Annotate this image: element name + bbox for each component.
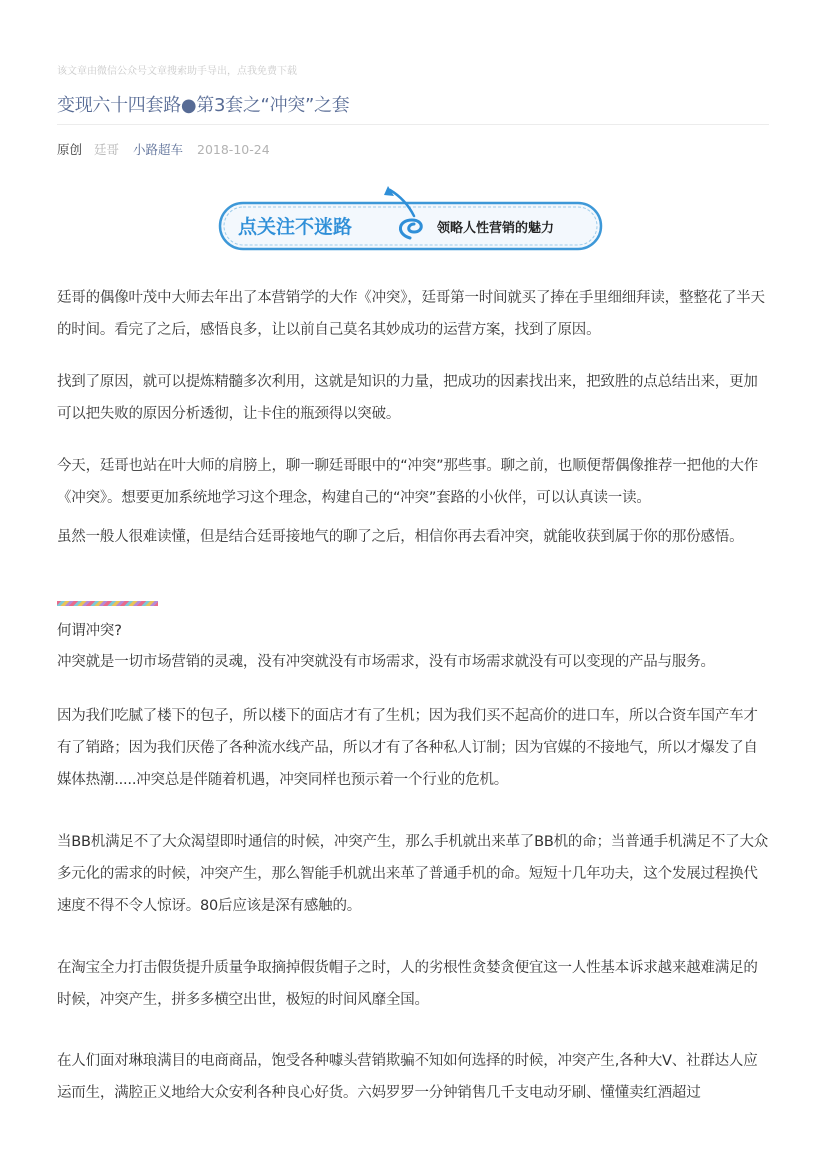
article-title: 变现六十四套路●第3套之“冲突”之套 [57, 95, 350, 116]
section-heading: 何谓冲突? [57, 623, 122, 639]
paragraph-1: 廷哥的偶像叶茂中大师去年出了本营销学的大作《冲突》，廷哥第一时间就买了捧在手里细细拜读，整整花了半天的时间。看完了之后，感悟良多，让以前自己莫名其妙成功的运营方案，找到了原因。 [57, 290, 765, 338]
paragraph-8: 在淘宝全力打击假货提升质量争取摘掉假货帽子之时，人的劣根性贪婪贪便宜这一人性基本诉求越来越难满足的时候，冲突产生，拼多多横空出世，极短的时间风靡全国。 [57, 960, 758, 1008]
paragraph-2: 找到了原因，就可以提炼精髓多次利用，这就是知识的力量，把成功的因素找出来，把致胜的点总结出来，更加可以把失败的原因分析透彻，让卡住的瓶颈得以突破。 [57, 374, 758, 422]
paragraph-9: 在人们面对琳琅满目的电商商品，饱受各种噱头营销欺骗不知如何选择的时候，冲突产生,各种大V、社群达人应运而生，满腔正义地给大众安利各种良心好货。六妈罗罗一分钟销售几千支电动牙刷、懂懂卖红酒超过 [57, 1053, 758, 1101]
paragraph-7: 当BB机满足不了大众渴望即时通信的时候，冲突产生，那么手机就出来革了BB机的命；当普通手机满足不了大众多元化的需求的时候，冲突产生，那么智能手机就出来革了普通手机的命。短短十几年功夫，这个发展过程换代速度不得不令人惊讶。80后应该是深有感触的。 [57, 834, 769, 914]
account-link[interactable]: 小路超车 [133, 142, 184, 157]
publish-date: 2018-10-24 [197, 142, 270, 157]
paragraph-3: 今天，廷哥也站在叶大师的肩膀上，聊一聊廷哥眼中的“冲突”那些事。聊之前，也顺便帮偶像推荐一把他的大作《冲突》。想要更加系统地学习这个理念，构建自己的“冲突”套路的小伙伴，可以认真读一读。 [57, 458, 759, 506]
follow-banner [218, 186, 603, 252]
paragraph-4: 虽然一般人很难读懂，但是结合廷哥接地气的聊了之后，相信你再去看冲突，就能收获到属于你的那份感悟。 [57, 529, 744, 545]
export-notice-link[interactable]: 该文章由微信公众号文章搜索助手导出，点我免费下载 [57, 66, 297, 77]
paragraph-5: 冲突就是一切市场营销的灵魂，没有冲突就没有市场需求，没有市场需求就没有可以变现的产品与服务。 [57, 654, 715, 670]
article-meta [57, 140, 278, 158]
original-tag: 原创 [57, 142, 83, 157]
banner-right-text: 领略人性营销的魅力 [437, 221, 555, 236]
author-name: 廷哥 [94, 142, 120, 157]
banner-left-text: 点关注不迷路 [238, 216, 353, 238]
section-divider [57, 601, 158, 606]
paragraph-6: 因为我们吃腻了楼下的包子，所以楼下的面店才有了生机；因为我们买不起高价的进口车，所以合资车国产车才有了销路；因为我们厌倦了各种流水线产品，所以才有了各种私人订制；因为官媒的不接地气，所以才爆发了自媒体热潮.....冲突总是伴随着机遇，冲突同样也预示着一个行业的危机。 [57, 708, 758, 788]
title-divider [57, 124, 769, 125]
